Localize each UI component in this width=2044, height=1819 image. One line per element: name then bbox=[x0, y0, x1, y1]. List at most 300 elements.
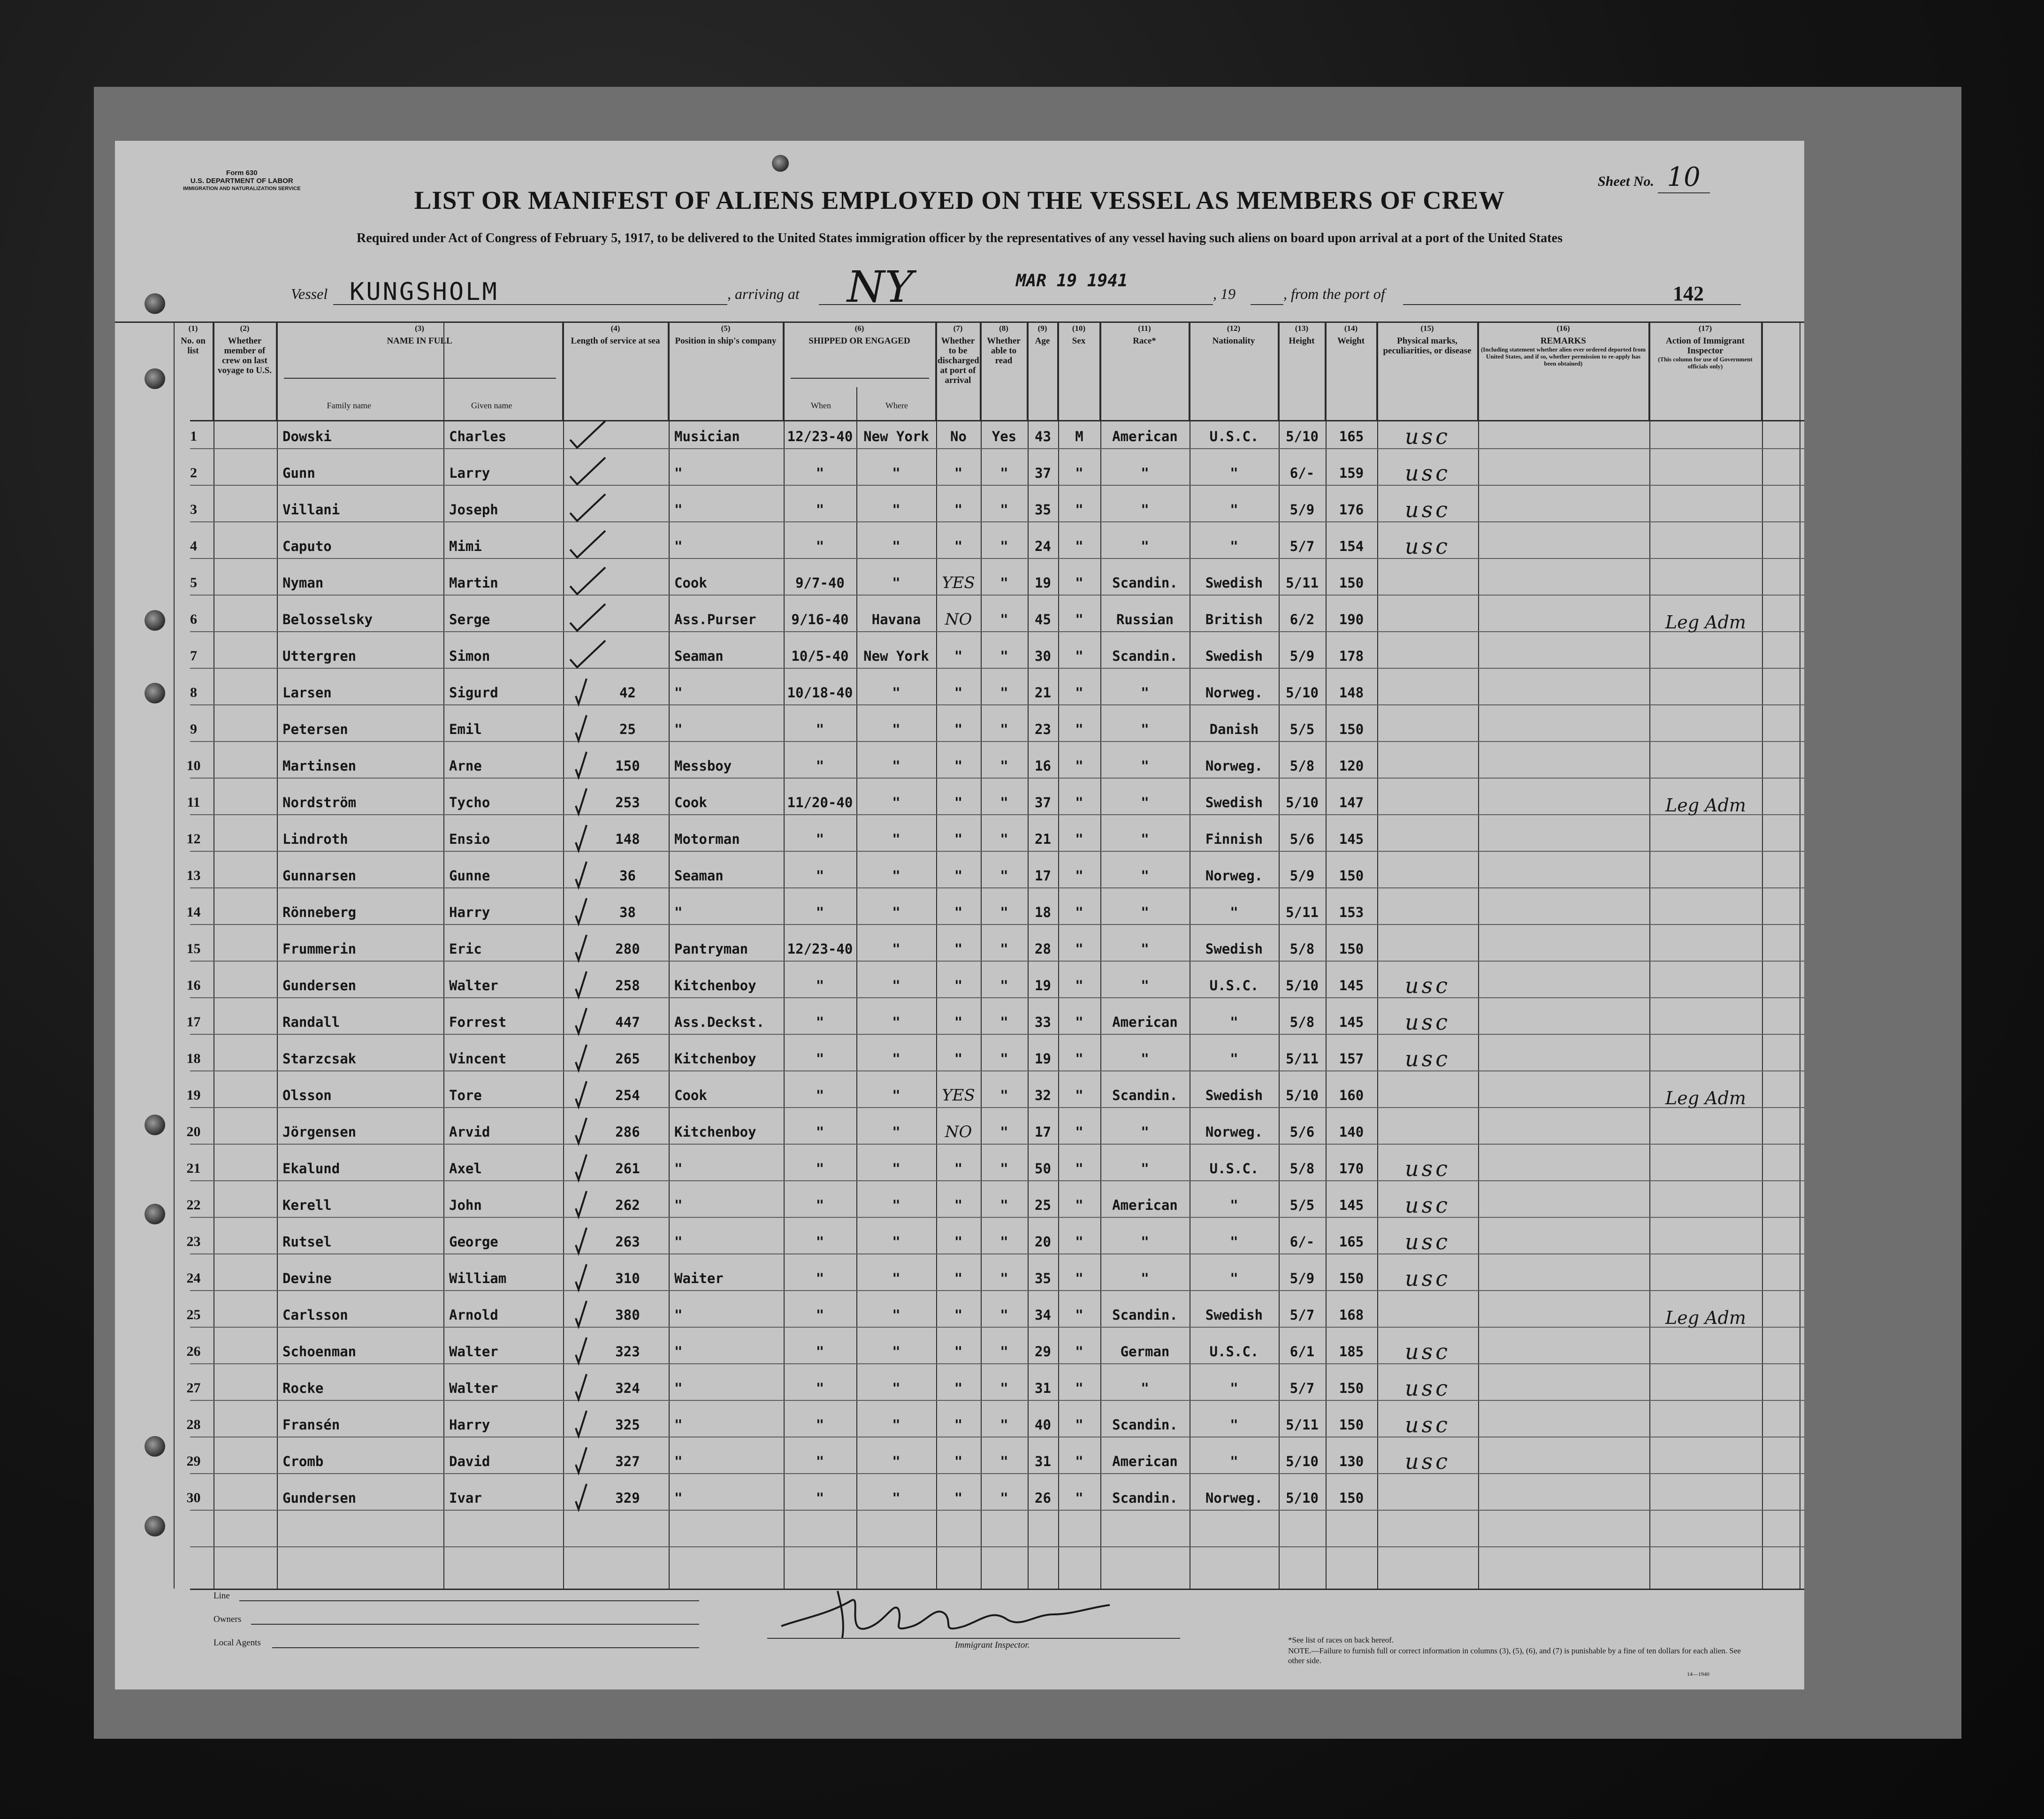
cell-position: " bbox=[674, 904, 683, 920]
cell-age: 33 bbox=[1035, 1014, 1051, 1030]
cell-family: Villani bbox=[282, 502, 340, 518]
cell-race: " bbox=[1141, 758, 1149, 774]
cell-when: " bbox=[816, 538, 824, 554]
cell-service: 323 bbox=[615, 1344, 640, 1360]
cell-age: 28 bbox=[1035, 941, 1051, 957]
cell-nationality: Swedish bbox=[1205, 575, 1263, 591]
cell-sex: " bbox=[1075, 1417, 1083, 1433]
cell-sex: " bbox=[1075, 721, 1083, 737]
cell-family: Caputo bbox=[282, 538, 332, 554]
table-row bbox=[115, 610, 1804, 631]
column-header bbox=[1326, 321, 1377, 420]
cell-no: 5 bbox=[190, 575, 197, 590]
cell-given: David bbox=[449, 1453, 490, 1469]
cell-given: Simon bbox=[449, 648, 490, 664]
cell-position: Seaman bbox=[674, 868, 724, 884]
column-header bbox=[1100, 321, 1190, 420]
arriving-port: NY bbox=[847, 262, 914, 312]
cell-position: " bbox=[674, 1417, 683, 1433]
table-row bbox=[115, 1232, 1804, 1253]
cell-discharged: " bbox=[954, 904, 963, 920]
cell-weight: 150 bbox=[1339, 868, 1364, 884]
cell-nationality: " bbox=[1230, 538, 1238, 554]
cell-sex: " bbox=[1075, 1270, 1083, 1286]
cell-weight: 150 bbox=[1339, 941, 1364, 957]
cell-when: " bbox=[816, 1417, 824, 1433]
header-rule bbox=[791, 378, 929, 379]
checkmark-icon bbox=[565, 565, 608, 598]
cell-family: Cromb bbox=[282, 1453, 324, 1469]
table-row bbox=[115, 537, 1804, 558]
cell-when: 12/23-40 bbox=[787, 941, 853, 957]
cell-given: Forrest bbox=[449, 1014, 507, 1030]
cell-family: Petersen bbox=[282, 721, 348, 737]
cell-read: " bbox=[1000, 1453, 1008, 1469]
cell-race: American bbox=[1112, 1014, 1178, 1030]
cell-no: 26 bbox=[186, 1344, 201, 1359]
table-row bbox=[115, 830, 1804, 850]
cell-discharged: " bbox=[954, 685, 963, 701]
local-agents-label: Local Agents bbox=[214, 1638, 261, 1648]
document-subtitle: Required under Act of Congress of February 5, 1917, to be delivered to the United States immigration officer by the representatives of any vessel having such aliens on board upon arrival at a port of the United States bbox=[357, 231, 1563, 245]
cell-action: Leg Adm bbox=[1665, 1088, 1746, 1108]
table-row bbox=[115, 903, 1804, 924]
row-rule bbox=[190, 1473, 1804, 1474]
cell-family: Olsson bbox=[282, 1087, 332, 1103]
cell-where: " bbox=[892, 465, 900, 481]
cell-no: 12 bbox=[186, 831, 201, 847]
cell-race: " bbox=[1141, 721, 1149, 737]
cell-where: New York bbox=[863, 428, 929, 444]
cell-race: " bbox=[1141, 978, 1149, 994]
cell-position: " bbox=[674, 465, 683, 481]
column-label: Weight bbox=[1337, 336, 1365, 346]
cell-height: 5/5 bbox=[1289, 721, 1315, 737]
cell-height: 5/6 bbox=[1289, 831, 1315, 847]
cell-sex: " bbox=[1075, 1453, 1083, 1469]
cell-height: 5/8 bbox=[1289, 758, 1315, 774]
cell-weight: 148 bbox=[1339, 685, 1364, 701]
cell-given: Harry bbox=[449, 904, 490, 920]
cell-when: " bbox=[816, 1270, 824, 1286]
cell-marks: usc bbox=[1405, 500, 1450, 519]
cell-service: 327 bbox=[615, 1453, 640, 1469]
checkmark-icon bbox=[565, 638, 608, 671]
row-rule bbox=[190, 814, 1804, 815]
cell-weight: 165 bbox=[1339, 1234, 1364, 1250]
column-number: (1) bbox=[188, 324, 198, 333]
cell-race: " bbox=[1141, 795, 1149, 810]
cell-given: Ivar bbox=[449, 1490, 482, 1506]
cell-when: " bbox=[816, 1453, 824, 1469]
table-row bbox=[115, 1049, 1804, 1070]
cell-position: Kitchenboy bbox=[674, 978, 756, 994]
cell-read: " bbox=[1000, 648, 1008, 664]
cell-position: " bbox=[674, 1453, 683, 1469]
cell-read: " bbox=[1000, 978, 1008, 994]
cell-nationality: " bbox=[1230, 1197, 1238, 1213]
cell-nationality: " bbox=[1230, 502, 1238, 518]
cell-when: " bbox=[816, 978, 824, 994]
cell-discharged: " bbox=[954, 1014, 963, 1030]
cell-discharged: " bbox=[954, 1234, 963, 1250]
cell-when: 9/16-40 bbox=[791, 611, 849, 627]
penalty-note: NOTE.—Failure to furnish full or correct information in columns (3), (5), (6), and (7) is punishable by a fine of ten dollars for each alien. See other side. bbox=[1288, 1646, 1741, 1665]
cell-age: 40 bbox=[1035, 1417, 1051, 1433]
cell-height: 6/1 bbox=[1289, 1344, 1315, 1360]
cell-service: 286 bbox=[615, 1124, 640, 1140]
cell-family: Larsen bbox=[282, 685, 332, 701]
cell-weight: 145 bbox=[1339, 831, 1364, 847]
cell-service: 263 bbox=[615, 1234, 640, 1250]
cell-discharged: No bbox=[950, 428, 967, 444]
sheet-number-value: 10 bbox=[1658, 162, 1710, 193]
date-stamp: MAR 19 1941 bbox=[1016, 271, 1128, 290]
cell-no: 22 bbox=[186, 1197, 201, 1213]
cell-read: " bbox=[1000, 611, 1008, 627]
cell-read: " bbox=[1000, 465, 1008, 481]
cell-given: Walter bbox=[449, 1380, 498, 1396]
cell-given: Gunne bbox=[449, 868, 490, 884]
sheet-number-label: Sheet No. bbox=[1598, 174, 1654, 189]
cell-nationality: Finnish bbox=[1205, 831, 1263, 847]
cell-when: 9/7-40 bbox=[795, 575, 845, 591]
cell-height: 5/10 bbox=[1286, 1087, 1319, 1103]
cell-nationality: Swedish bbox=[1205, 648, 1263, 664]
cell-no: 29 bbox=[186, 1453, 201, 1469]
cell-marks: usc bbox=[1405, 464, 1450, 482]
cell-position: Kitchenboy bbox=[674, 1124, 756, 1140]
cell-when: " bbox=[816, 758, 824, 774]
column-header bbox=[981, 321, 1028, 420]
row-rule bbox=[190, 595, 1804, 596]
cell-sex: " bbox=[1075, 1344, 1083, 1360]
cell-weight: 159 bbox=[1339, 465, 1364, 481]
cell-where: " bbox=[892, 575, 900, 591]
cell-position: " bbox=[674, 1380, 683, 1396]
row-rule bbox=[190, 1070, 1804, 1071]
inspector-signature bbox=[772, 1582, 1138, 1647]
row-rule bbox=[190, 741, 1804, 742]
column-header bbox=[1190, 321, 1279, 420]
cell-race: American bbox=[1112, 1453, 1178, 1469]
cell-read: " bbox=[1000, 1197, 1008, 1213]
cell-age: 45 bbox=[1035, 611, 1051, 627]
cell-sex: M bbox=[1075, 428, 1083, 444]
table-row bbox=[115, 427, 1804, 448]
column-number: (8) bbox=[999, 324, 1008, 333]
column-label: NAME IN FULL bbox=[387, 336, 452, 346]
column-header bbox=[563, 321, 669, 420]
cell-discharged: " bbox=[954, 538, 963, 554]
cell-action: Leg Adm bbox=[1665, 1307, 1746, 1328]
checkmark-icon bbox=[565, 419, 608, 451]
row-rule bbox=[190, 558, 1804, 559]
cell-when: " bbox=[816, 1380, 824, 1396]
cell-age: 37 bbox=[1035, 465, 1051, 481]
cell-service: 261 bbox=[615, 1161, 640, 1177]
punch-hole bbox=[145, 1204, 165, 1224]
cell-where: " bbox=[892, 1051, 900, 1067]
cell-family: Martinsen bbox=[282, 758, 357, 774]
manifest-header bbox=[115, 141, 1804, 324]
cell-no: 18 bbox=[186, 1051, 201, 1066]
cell-family: Rutsel bbox=[282, 1234, 332, 1250]
cell-age: 21 bbox=[1035, 685, 1051, 701]
cell-age: 31 bbox=[1035, 1380, 1051, 1396]
cell-position: " bbox=[674, 1234, 683, 1250]
cell-nationality: " bbox=[1230, 465, 1238, 481]
column-label: Age bbox=[1035, 336, 1050, 346]
cell-nationality: Swedish bbox=[1205, 795, 1263, 810]
cell-race: " bbox=[1141, 1124, 1149, 1140]
cell-sex: " bbox=[1075, 1161, 1083, 1177]
cell-read: " bbox=[1000, 1051, 1008, 1067]
column-header bbox=[174, 321, 214, 420]
cell-race: Russian bbox=[1116, 611, 1174, 627]
cell-sex: " bbox=[1075, 685, 1083, 701]
cell-no: 24 bbox=[186, 1270, 201, 1286]
cell-where: " bbox=[892, 1234, 900, 1250]
cell-read: " bbox=[1000, 502, 1008, 518]
row-rule bbox=[190, 1034, 1804, 1035]
cell-weight: 150 bbox=[1339, 1490, 1364, 1506]
row-rule bbox=[190, 1144, 1804, 1145]
cell-position: " bbox=[674, 502, 683, 518]
row-rule bbox=[190, 1363, 1804, 1364]
cell-where: " bbox=[892, 831, 900, 847]
cell-discharged: " bbox=[954, 1453, 963, 1469]
cell-nationality: U.S.C. bbox=[1209, 978, 1259, 994]
cell-family: Gunnarsen bbox=[282, 868, 357, 884]
cell-age: 19 bbox=[1035, 1051, 1051, 1067]
cell-service: 265 bbox=[615, 1051, 640, 1067]
column-number: (14) bbox=[1344, 324, 1358, 333]
cell-when: " bbox=[816, 1307, 824, 1323]
cell-marks: usc bbox=[1405, 1159, 1450, 1178]
cell-height: 5/9 bbox=[1289, 648, 1315, 664]
cell-read: " bbox=[1000, 1344, 1008, 1360]
cell-discharged: " bbox=[954, 1417, 963, 1433]
races-note: *See list of races on back hereof. bbox=[1288, 1636, 1394, 1644]
cell-given: Axel bbox=[449, 1161, 482, 1177]
cell-nationality: " bbox=[1230, 1417, 1238, 1433]
cell-sex: " bbox=[1075, 795, 1083, 810]
manifest-footer bbox=[115, 1591, 1804, 1689]
cell-discharged: NO bbox=[945, 610, 972, 629]
column-header bbox=[669, 321, 784, 420]
cell-sex: " bbox=[1075, 1197, 1083, 1213]
row-rule bbox=[190, 924, 1804, 925]
cell-weight: 150 bbox=[1339, 1417, 1364, 1433]
cell-family: Lindroth bbox=[282, 831, 348, 847]
cell-when: 12/23-40 bbox=[787, 428, 853, 444]
cell-position: Ass.Deckst. bbox=[674, 1014, 765, 1030]
cell-read: " bbox=[1000, 1234, 1008, 1250]
cell-nationality: Swedish bbox=[1205, 941, 1263, 957]
cell-when: " bbox=[816, 904, 824, 920]
cell-weight: 153 bbox=[1339, 904, 1364, 920]
cell-nationality: U.S.C. bbox=[1209, 428, 1259, 444]
cell-weight: 145 bbox=[1339, 1014, 1364, 1030]
cell-weight: 168 bbox=[1339, 1307, 1364, 1323]
cell-weight: 150 bbox=[1339, 575, 1364, 591]
cell-marks: usc bbox=[1405, 537, 1450, 556]
cell-height: 5/8 bbox=[1289, 1161, 1315, 1177]
cell-race: " bbox=[1141, 538, 1149, 554]
cell-given: Walter bbox=[449, 1344, 498, 1360]
cell-no: 23 bbox=[186, 1234, 201, 1249]
cell-weight: 150 bbox=[1339, 1270, 1364, 1286]
cell-nationality: Norweg. bbox=[1205, 1490, 1263, 1506]
column-sub-label: Family name bbox=[327, 401, 371, 410]
column-number: (6) bbox=[854, 324, 864, 333]
cell-discharged: " bbox=[954, 1197, 963, 1213]
cell-where: " bbox=[892, 502, 900, 518]
cell-service: 262 bbox=[615, 1197, 640, 1213]
cell-where: " bbox=[892, 685, 900, 701]
cell-age: 26 bbox=[1035, 1490, 1051, 1506]
cell-discharged: " bbox=[954, 795, 963, 810]
column-label: Whether member of crew on last voyage to U.S. bbox=[217, 336, 272, 375]
cell-no: 4 bbox=[190, 538, 197, 554]
cell-where: " bbox=[892, 538, 900, 554]
column-number: (11) bbox=[1138, 324, 1151, 333]
cell-given: Eric bbox=[449, 941, 482, 957]
cell-read: " bbox=[1000, 1124, 1008, 1140]
row-rule bbox=[190, 1253, 1804, 1254]
cell-family: Kerell bbox=[282, 1197, 332, 1213]
cell-sex: " bbox=[1075, 831, 1083, 847]
cell-age: 37 bbox=[1035, 795, 1051, 810]
cell-height: 5/11 bbox=[1286, 1417, 1319, 1433]
cell-race: American bbox=[1112, 428, 1178, 444]
column-header bbox=[1028, 321, 1058, 420]
cell-family: Devine bbox=[282, 1270, 332, 1286]
cell-read: " bbox=[1000, 1087, 1008, 1103]
punch-hole bbox=[145, 293, 165, 314]
cell-given: Arnold bbox=[449, 1307, 498, 1323]
cell-where: " bbox=[892, 758, 900, 774]
cell-no: 16 bbox=[186, 978, 201, 993]
row-rule bbox=[190, 1400, 1804, 1401]
cell-no: 25 bbox=[186, 1307, 201, 1322]
cell-height: 5/9 bbox=[1289, 868, 1315, 884]
cell-height: 5/10 bbox=[1286, 428, 1319, 444]
cell-marks: usc bbox=[1405, 1049, 1450, 1068]
column-label: Physical marks, peculiarities, or disease bbox=[1383, 336, 1472, 356]
cell-no: 28 bbox=[186, 1417, 201, 1432]
cell-family: Jörgensen bbox=[282, 1124, 357, 1140]
cell-nationality: " bbox=[1230, 1051, 1238, 1067]
cell-position: " bbox=[674, 721, 683, 737]
cell-discharged: " bbox=[954, 648, 963, 664]
table-row bbox=[115, 683, 1804, 704]
column-header bbox=[214, 321, 277, 420]
table-row bbox=[115, 1196, 1804, 1216]
cell-position: Cook bbox=[674, 575, 707, 591]
cell-when: " bbox=[816, 1197, 824, 1213]
page-number: 142 bbox=[1673, 282, 1704, 305]
column-label: Action of Immigrant Inspector bbox=[1666, 336, 1745, 356]
cell-position: Pantryman bbox=[674, 941, 748, 957]
cell-read: " bbox=[1000, 904, 1008, 920]
cell-nationality: Swedish bbox=[1205, 1307, 1263, 1323]
cell-sex: " bbox=[1075, 1234, 1083, 1250]
row-rule bbox=[190, 1546, 1804, 1547]
column-number: (3) bbox=[415, 324, 424, 333]
column-number: (10) bbox=[1072, 324, 1086, 333]
cell-sex: " bbox=[1075, 1307, 1083, 1323]
cell-when: " bbox=[816, 831, 824, 847]
cell-nationality: Swedish bbox=[1205, 1087, 1263, 1103]
cell-weight: 150 bbox=[1339, 1380, 1364, 1396]
cell-action: Leg Adm bbox=[1665, 612, 1746, 633]
cell-family: Uttergren bbox=[282, 648, 357, 664]
cell-family: Gundersen bbox=[282, 1490, 357, 1506]
column-header bbox=[1058, 321, 1100, 420]
cell-family: Gunn bbox=[282, 465, 315, 481]
cell-where: " bbox=[892, 1270, 900, 1286]
cell-read: " bbox=[1000, 721, 1008, 737]
cell-service: 25 bbox=[619, 721, 636, 737]
cell-family: Carlsson bbox=[282, 1307, 348, 1323]
column-number: (7) bbox=[953, 324, 963, 333]
row-rule bbox=[190, 851, 1804, 852]
cell-when: " bbox=[816, 721, 824, 737]
row-rule bbox=[190, 448, 1804, 449]
inspector-label: Immigrant Inspector. bbox=[955, 1640, 1030, 1650]
cell-age: 20 bbox=[1035, 1234, 1051, 1250]
cell-nationality: " bbox=[1230, 1014, 1238, 1030]
cell-sex: " bbox=[1075, 1124, 1083, 1140]
cell-race: " bbox=[1141, 1270, 1149, 1286]
cell-read: " bbox=[1000, 538, 1008, 554]
cell-position: " bbox=[674, 1161, 683, 1177]
row-rule bbox=[190, 1107, 1804, 1108]
cell-weight: 178 bbox=[1339, 648, 1364, 664]
table-row bbox=[115, 1379, 1804, 1399]
cell-age: 32 bbox=[1035, 1087, 1051, 1103]
cell-family: Belosselsky bbox=[282, 611, 373, 627]
cell-age: 31 bbox=[1035, 1453, 1051, 1469]
cell-read: " bbox=[1000, 1490, 1008, 1506]
cell-age: 25 bbox=[1035, 1197, 1051, 1213]
cell-service: 280 bbox=[615, 941, 640, 957]
cell-read: Yes bbox=[991, 428, 1017, 444]
column-number: (5) bbox=[721, 324, 731, 333]
punch-hole bbox=[145, 368, 165, 389]
cell-discharged: " bbox=[954, 1307, 963, 1323]
cell-given: Sigurd bbox=[449, 685, 498, 701]
cell-height: 5/10 bbox=[1286, 1453, 1319, 1469]
cell-discharged: YES bbox=[942, 573, 975, 592]
cell-marks: usc bbox=[1405, 1452, 1450, 1471]
cell-read: " bbox=[1000, 685, 1008, 701]
table-row bbox=[115, 1159, 1804, 1180]
cell-family: Rönneberg bbox=[282, 904, 357, 920]
cell-when: " bbox=[816, 868, 824, 884]
table-row bbox=[115, 573, 1804, 594]
service-name: IMMIGRATION AND NATURALIZATION SERVICE bbox=[183, 186, 301, 191]
column-label: No. on list bbox=[181, 336, 206, 356]
cell-where: " bbox=[892, 721, 900, 737]
cell-where: " bbox=[892, 1344, 900, 1360]
row-rule bbox=[190, 961, 1804, 962]
cell-discharged: " bbox=[954, 941, 963, 957]
form-number: Form 630 bbox=[226, 169, 258, 177]
cell-no: 19 bbox=[186, 1087, 201, 1103]
